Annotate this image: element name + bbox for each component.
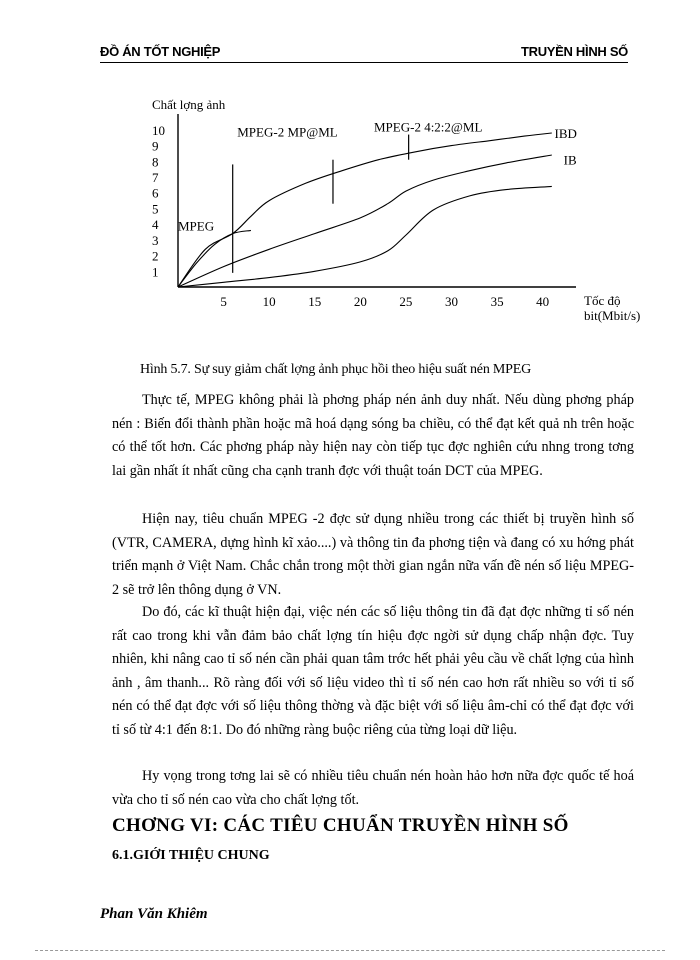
chart-annotation: IBD: [554, 126, 577, 141]
x-axis-label-line1: Tốc độ: [584, 293, 621, 308]
y-tick-label: 10: [152, 122, 165, 138]
author-signature: Phan Văn Khiêm: [100, 906, 208, 922]
paragraph-3: Do đó, các kĩ thuật hiện đại, việc nén các số liệu thông tin đã đạt đợc những tỉ số nén rất cao trong khi vẫn đảm bảo chất lợng tín hiệu đợc ngời sử dụng chấp nhận đợc. Tuy nhiên, khi nâng cao tỉ số nén cần phải quan tâm trớc hết phải yêu cầu về chất lợng của hình ảnh , âm thanh... Rõ ràng đối với số liệu video thì tỉ số nén cao hơn rất nhiều so với tỉ số nén có thể đạt đợc với số liệu thông thờng và đặc biệt với số liệu âm-chỉ có thể đạt đợc với tỉ số từ 4:1 đến 8:1. Do đó những ràng buộc riêng của từng loại dữ liệu.: [112, 604, 634, 738]
series-line-mpeg: [178, 230, 251, 287]
x-tick-label: 40: [536, 294, 550, 309]
footer-rule: [35, 950, 665, 951]
y-tick-label: 7: [152, 170, 159, 185]
paragraph-1: Thực tế, MPEG không phải là phơng pháp nén ảnh duy nhất. Nếu dùng phơng pháp nén : Biến đổi thành phần hoặc mã hoá dạng sóng ba chiều, có thể đạt kết quả nh trên hoặc có thể tốt hơn. Các phơng pháp này hiện nay còn tiếp tục đợc nghiên cứu nhng trong tơng lai gần nhất ít nhất cũng cha cạnh tranh đợc với thuật toán DCT của MPEG.: [112, 392, 634, 479]
figure-caption: Hình 5.7. Sự suy giảm chất lợng ảnh phục hồi theo hiệu suất nén MPEG: [140, 362, 532, 377]
series-line-i: [178, 186, 552, 287]
y-axis-label: Chất lợng ảnh: [152, 97, 226, 112]
x-tick-label: 15: [308, 294, 322, 309]
paragraph-2: Hiện nay, tiêu chuẩn MPEG -2 đợc sử dụng nhiều trong các thiết bị truyền hình số (VTR, CAMERA, dựng hình kĩ xảo....) và thông tin đa phơng tiện và đang có xu hớng phát triển mạnh ở Việt Nam. Chắc chắn trong một thời gian ngắn nữa vấn đề nén số liệu MPEG-2 sẽ trở lên thông dụng ở VN.: [112, 511, 634, 598]
quality-bitrate-chart: [0, 0, 700, 350]
y-tick-label: 2: [152, 248, 159, 264]
x-tick-label: 35: [490, 294, 504, 309]
header-left: ĐỒ ÁN TỐT NGHIỆP: [100, 44, 221, 59]
x-tick-label: 20: [353, 294, 367, 309]
y-tick-label: 3: [152, 232, 159, 248]
chart-annotation: MPEG: [178, 218, 215, 234]
y-tick-label: 8: [152, 154, 159, 170]
series-line-ib: [178, 155, 552, 287]
y-tick-label: 6: [152, 185, 159, 201]
series-line-ibd: [178, 133, 552, 287]
section-title: 6.1.GIỚI THIỆU CHUNG: [112, 848, 270, 863]
chapter-title: CHƠNG VI: CÁC TIÊU CHUẨN TRUYỀN HÌNH SỐ: [112, 815, 569, 836]
x-tick-label: 5: [220, 294, 227, 309]
y-tick-label: 9: [152, 138, 159, 154]
x-tick-label: 30: [444, 294, 458, 309]
chart-annotation: MPEG-2 4:2:2@ML: [374, 119, 483, 135]
paragraph-4: Hy vọng trong tơng lai sẽ có nhiều tiêu chuẩn nén hoàn hảo hơn nữa đợc quốc tế hoá vừa cho tỉ số nén cao vừa cho chất lợng tốt.: [112, 768, 634, 808]
y-tick-label: 1: [152, 264, 159, 280]
chart-annotation: MPEG-2 MP@ML: [237, 124, 338, 140]
header-right: TRUYỀN HÌNH SỐ: [520, 44, 628, 59]
x-tick-label: 25: [399, 294, 413, 309]
chart-annotation: IB: [563, 152, 577, 168]
x-axis-label-line2: bit(Mbit/s): [584, 308, 641, 323]
x-tick-label: 10: [262, 294, 276, 309]
y-tick-label: 4: [152, 217, 159, 233]
y-tick-label: 5: [152, 201, 159, 217]
